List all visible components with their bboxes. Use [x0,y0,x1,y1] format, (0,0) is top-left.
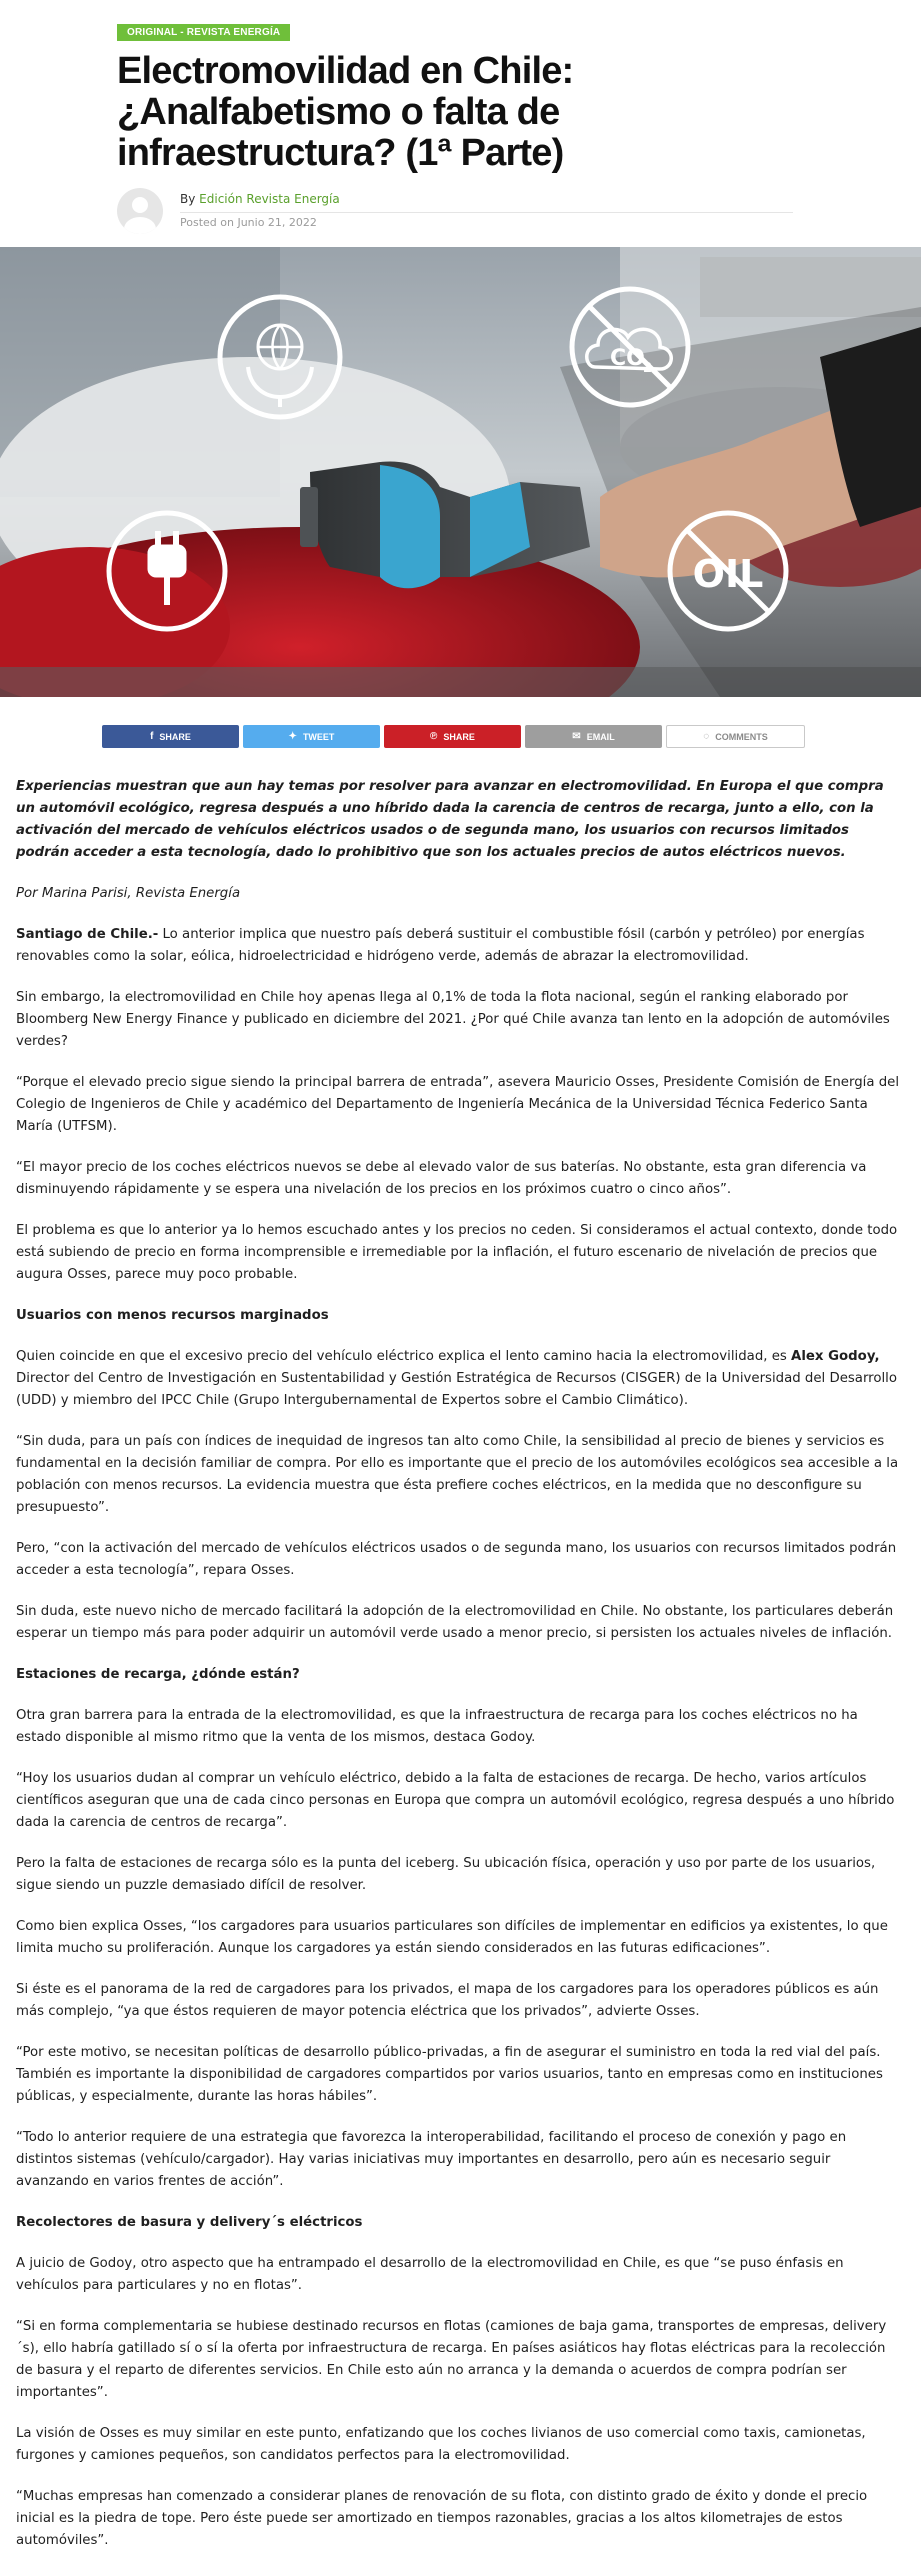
email-share-button[interactable] [525,725,662,748]
person-name: Alex Godoy, [791,1349,880,1364]
paragraph: Pero, “con la activación del mercado de vehículos eléctricos usados o de segunda mano, los usuarios con recursos limitados podrán acceder a esta tecnología”, repara Osses. [16,1541,897,1578]
paragraph-text: Director del Centro de Investigación en Sustentabilidad y Gestión Estratégica de Recursos (CISGER) de la Universidad del Desarrollo (UDD) y miembro del IPCC Chile (Grupo Intergubernamental de Expertos sobre el Cambio Climático). [16,1371,898,1408]
pinterest-icon: ℗ [430,731,438,742]
article-title: Electromovilidad en Chile: ¿Analfabetismo o falta de infraestructura? (1ª Parte) [117,50,574,174]
article-body [16,776,905,2554]
paragraph: “Todo lo anterior requiere de una estrategia que favorezca la interoperabilidad, facilitando el proceso de conexión y pago en distintos sistemas (vehículo/cargador). Hay varias iniciativas muy importantes en desarrollo, pero aún es necesario seguir avanzando en varios frentes de acción”. [16,2130,847,2189]
twitter-tweet-label: TWEET [302,731,335,742]
avatar[interactable] [117,188,163,234]
comments-button[interactable] [666,725,805,748]
facebook-share-label: SHARE [159,731,191,742]
paragraph: “Porque el elevado precio sigue siendo la principal barrera de entrada”, asevera Mauricio Osses, Presidente Comisión de Energía del Colegio de Ingenieros de Chile y académico del Departamento de Ingeniería Mecánica de la Universidad Técnica Federico Santa María (UTFSM). [16,1075,900,1134]
pinterest-share-label: SHARE [443,731,475,742]
paragraph: “Hoy los usuarios dudan al comprar un vehículo eléctrico, debido a la falta de estaciones de recarga. De hecho, varios artículos científicos aseguran que una de cada cinco personas en Europa que compra un automóvil ecológico, regresa después a uno híbrido dada la carencia de centros de recarga”. [16,1771,895,1830]
twitter-icon: ✦ [288,731,297,742]
paragraph: Como bien explica Osses, “los cargadores para usuarios particulares son difíciles de implementar en edificios ya existentes, lo que limita mucho su proliferación. Aunque los cargadores ya están siendo considerados en las futuras edificaciones”. [16,1919,888,1956]
article-byline: Por Marina Parisi, Revista Energía [16,886,241,901]
email-icon: ✉ [572,731,581,742]
facebook-share-button[interactable] [102,725,239,748]
twitter-tweet-button[interactable] [243,725,380,748]
paragraph-text: Quien coincide en que el excesivo precio del vehículo eléctrico explica el lento camino hacia la electromovilidad, es [16,1349,792,1364]
paragraph: “Por este motivo, se necesitan políticas de desarrollo público-privadas, a fin de asegurar el suministro en toda la red vial del país. También es importante la disponibilidad de cargadores compartidos por varios usuarios, tanto en empresas como en instituciones públicas, y especialmente, durante las horas hábiles”. [16,2045,883,2104]
comments-label: COMMENTS [715,731,768,742]
hero-image [0,247,921,697]
paragraph: Pero la falta de estaciones de recarga sólo es la punta del iceberg. Su ubicación física, operación y uso por parte de los usuarios, sigue siendo un puzzle demasiado difícil de resolver. [16,1856,876,1893]
paragraph: La visión de Osses es muy similar en este punto, enfatizando que los coches livianos de uso comercial como taxis, camionetas, furgones y camiones pequeños, son candidatos perfectos para la electromovilidad. [16,2426,866,2463]
comment-icon: ◌ [703,731,710,742]
facebook-icon: f [150,731,154,742]
paragraph: “Muchas empresas han comenzado a considerar planes de renovación de su flota, con distinto grado de éxito y donde el precio inicial es la piedra de tope. Pero éste puede ser amortizado en tiempos razonables, gracias a los altos kilometrajes de estos automóviles”. [16,2489,868,2548]
paragraph: El problema es que lo anterior ya lo hemos escuchado antes y los precios no ceden. Si consideramos el actual contexto, donde todo está subiendo de precio en forma incomprensible e irremediable por la inflación, el futuro escenario de nivelación de precios que augura Osses, parece muy poco probable. [16,1223,898,1282]
by-prefix: By [180,192,196,206]
email-share-label: EMAIL [586,731,615,742]
paragraph: Sin duda, este nuevo nicho de mercado facilitará la adopción de la electromovilidad en Chile. No obstante, los particulares deberán esperar un tiempo más para poder adquirir un automóvil verde usado a menor precio, si persisten los actuales niveles de inflación. [16,1604,894,1641]
author-line [180,192,340,206]
pinterest-share-button[interactable] [384,725,521,748]
byline [117,184,793,238]
co2-label: CO [610,346,645,371]
paragraph: Otra gran barrera para la entrada de la electromovilidad, es que la infraestructura de recarga para los coches eléctricos no ha estado disponible al mismo ritmo que la venta de los mismos, destaca Godoy. [16,1708,858,1745]
paragraph-text: Lo anterior implica que nuestro país deberá sustituir el combustible fósil (carbón y petróleo) por energías renovables como la solar, eólica, hidroelectricidad e hidrógeno verde, además de abrazar la electromovilidad. [16,927,865,964]
author-link[interactable]: Edición Revista Energía [199,192,340,206]
dateline: Santiago de Chile.- [16,927,159,942]
article-header [117,20,793,238]
paragraph [16,1346,905,1412]
article-lead: Experiencias muestran que aun hay temas por resolver para avanzar en electromovilidad. En Europa el que compra un automóvil ecológico, regresa después a uno híbrido dada la carencia de centros de recarga, junto a ello, con la activación del mercado de vehículos eléctricos usados o de segunda mano, los usuarios con recursos limitados podrán acceder a esta tecnología, dado lo prohibitivo que son los actuales precios de autos eléctricos nuevos. [16,779,884,860]
paragraph: Si éste es el panorama de la red de cargadores para los privados, el mapa de los cargadores para los operadores públicos es aún más complejo, “ya que éstos requieren de mayor potencia eléctrica que los privados”, advierte Osses. [16,1982,879,2019]
paragraph: “Sin duda, para un país con índices de inequidad de ingresos tan alto como Chile, la sensibilidad al precio de bienes y servicios es fundamental en la decisión familiar de compra. Por ello es importante que el precio de los automóviles ecológicos sea accesible a la población con menos recursos. La evidencia muestra que ésta prefiere coches eléctricos, en la medida que no desconfigure su presupuesto”. [16,1434,899,1515]
co2-subscript: 2 [643,361,653,376]
section-heading: Usuarios con menos recursos marginados [16,1308,329,1323]
section-heading: Estaciones de recarga, ¿dónde están? [16,1667,300,1682]
paragraph: Sin embargo, la electromovilidad en Chile hoy apenas llega al 0,1% de toda la flota nacional, según el ranking elaborado por Bloomberg New Energy Finance y publicado en diciembre del 2021. ¿Por qué Chile avanza tan lento en la adopción de automóviles verdes? [16,990,890,1049]
paragraph: “Si en forma complementaria se hubiese destinado recursos en flotas (camiones de baja gama, transportes de empresas, delivery´s), ello habría gatillado sí o sí la oferta por infraestructura de recarga. En países asiáticos hay flotas eléctricas para la recolección de basura y el reparto de diferentes servicios. En Chile esto aún no arranca y la demanda o acuerdos de compra podrían ser importantes”. [16,2319,887,2400]
category-badge[interactable]: ORIGINAL - REVISTA ENERGÍA [117,24,290,41]
share-bar [102,725,808,748]
paragraph: “El mayor precio de los coches eléctricos nuevos se debe al elevado valor de sus baterías. No obstante, esta gran diferencia va disminuyendo rápidamente y se espera una nivelación de los precios en los próximos cuatro o cinco años”. [16,1160,867,1197]
oil-label: OIL [692,552,764,596]
paragraph [16,924,905,968]
post-date: Posted on Junio 21, 2022 [180,216,317,229]
paragraph: A juicio de Godoy, otro aspecto que ha entrampado el desarrollo de la electromovilidad en Chile, es que “se puso énfasis en vehículos para particulares y no en flotas”. [16,2256,844,2293]
section-heading: Recolectores de basura y delivery´s eléctricos [16,2215,363,2230]
